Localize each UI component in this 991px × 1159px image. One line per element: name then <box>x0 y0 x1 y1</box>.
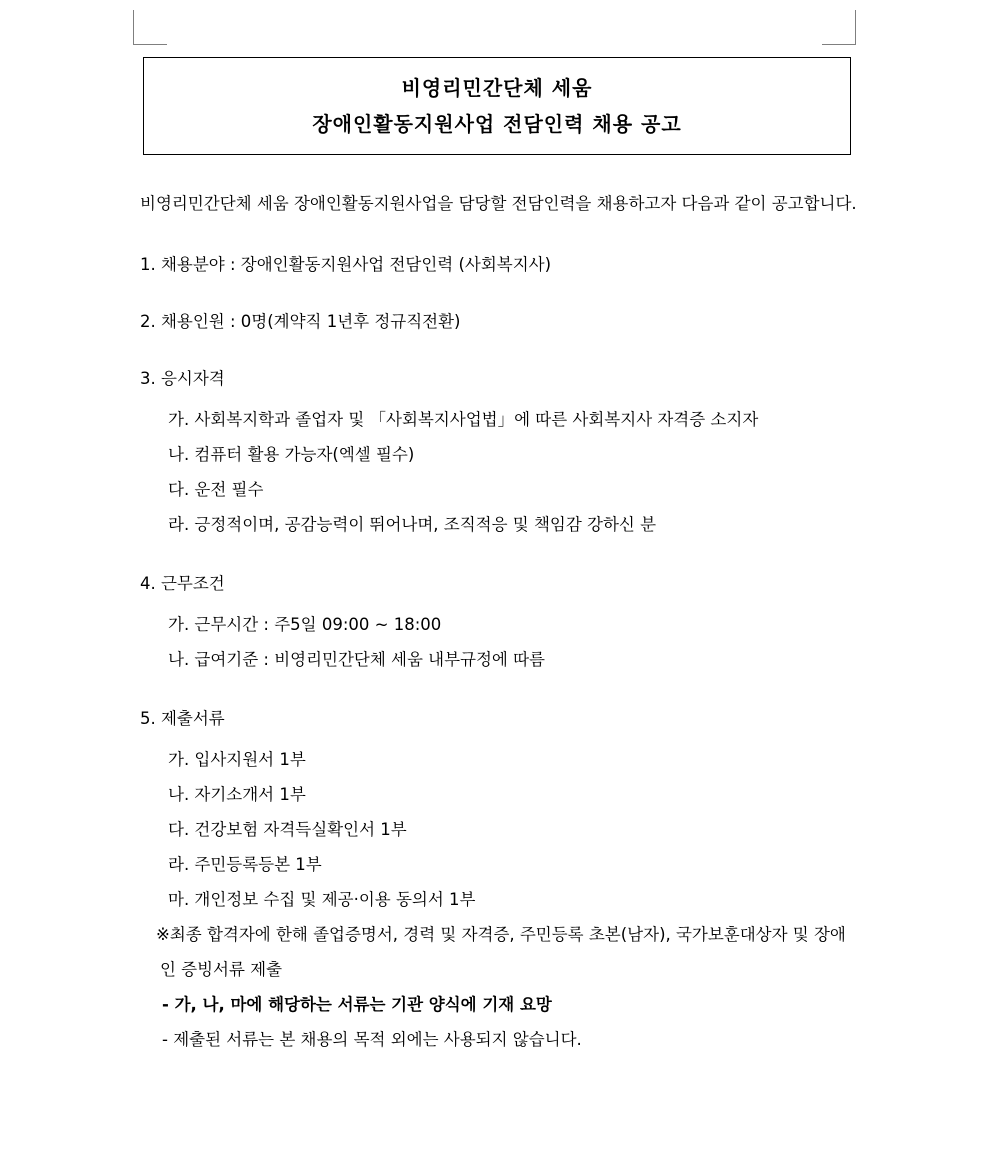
section-5-item-4: 라. 주민등록등본 1부 <box>168 855 322 874</box>
section-5-item-1: 가. 입사지원서 1부 <box>168 750 306 769</box>
section-5-note: ※최종 합격자에 한해 졸업증명서, 경력 및 자격증, 주민등록 초본(남자), 국가보훈대상자 및 장애인 증빙서류 제출 <box>156 925 846 979</box>
section-4-item-2: 나. 급여기준 : 비영리민간단체 세움 내부규정에 따름 <box>168 650 545 669</box>
section-heading-3: 3. 응시자격 <box>140 369 225 388</box>
section-5-item-2: 나. 자기소개서 1부 <box>168 785 306 804</box>
section-heading-4: 4. 근무조건 <box>140 574 225 593</box>
crop-mark-top-left-horizontal <box>133 44 167 45</box>
crop-mark-top-left-vertical <box>133 10 134 44</box>
section-heading-5: 5. 제출서류 <box>140 709 225 728</box>
spacer <box>140 288 860 304</box>
document-title-line-2: 장애인활동지원사업 전담인력 채용 공고 <box>312 112 682 136</box>
crop-mark-top-right-horizontal <box>822 44 856 45</box>
section-heading-2: 2. 채용인원 : 0명(계약직 1년후 정규직전환) <box>140 312 461 331</box>
spacer <box>140 542 860 566</box>
crop-mark-top-right-vertical <box>855 10 856 44</box>
section-5-item-3: 다. 건강보험 자격득실확인서 1부 <box>168 820 407 839</box>
document-title-line-1: 비영리민간단체 세움 <box>401 76 593 100</box>
section-5-item-5: 마. 개인정보 수집 및 제공·이용 동의서 1부 <box>168 890 476 909</box>
section-5-dash-item-2: - 제출된 서류는 본 채용의 목적 외에는 사용되지 않습니다. <box>162 1030 582 1049</box>
section-3-item-1: 가. 사회복지학과 졸업자 및 「사회복지사업법」에 따른 사회복지사 자격증 소지자 <box>168 410 759 429</box>
title-box <box>143 57 851 155</box>
section-3-item-4: 라. 긍정적이며, 공감능력이 뛰어나며, 조직적응 및 책임감 강하신 분 <box>168 515 657 534</box>
document-body <box>140 186 860 1057</box>
section-5-dash-item-1: - 가, 나, 마에 해당하는 서류는 기관 양식에 기재 요망 <box>162 995 552 1014</box>
section-4-item-1: 가. 근무시간 : 주5일 09:00 ~ 18:00 <box>168 615 442 634</box>
spacer <box>140 345 860 361</box>
intro-paragraph: 비영리민간단체 세움 장애인활동지원사업을 담당할 전담인력을 채용하고자 다음과 같이 공고합니다. <box>140 194 857 213</box>
section-3-item-2: 나. 컴퓨터 활용 가능자(엑셀 필수) <box>168 445 415 464</box>
section-3-item-3: 다. 운전 필수 <box>168 480 264 499</box>
section-heading-1: 1. 채용분야 : 장애인활동지원사업 전담인력 (사회복지사) <box>140 255 552 274</box>
spacer <box>140 677 860 701</box>
